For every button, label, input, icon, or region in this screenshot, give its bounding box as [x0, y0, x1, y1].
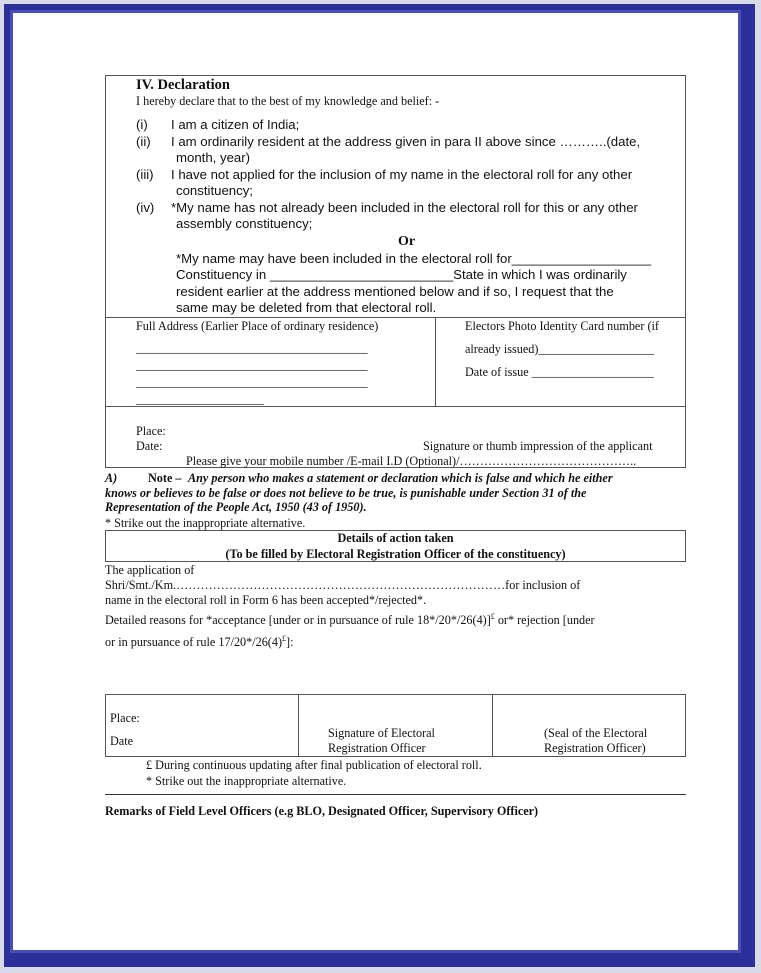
officer-date-label: Date	[110, 734, 134, 748]
alternative-text: same may be deleted from that electoral roll.	[176, 300, 437, 315]
address-line[interactable]: ______________________________________	[136, 375, 368, 389]
alternative-text: resident earlier at the address mentioned below and if so, I request that the	[176, 284, 614, 299]
item-text: *My name has not already been included in the electoral roll for this or any other	[171, 200, 638, 215]
divider	[298, 694, 299, 757]
ero-seal-label: (Seal of the Electoral	[544, 726, 648, 740]
item-text: I have not applied for the inclusion of my name in the electoral roll for any other	[171, 167, 633, 182]
divider	[105, 317, 686, 318]
action-subtitle: (To be filled by Electoral Registration Officer of the constituency)	[225, 547, 566, 561]
declaration-intro: I hereby declare that to the best of my knowledge and belief: -	[136, 94, 440, 108]
epic-label: Electors Photo Identity Card number (if	[465, 319, 659, 333]
date-of-issue-field[interactable]: Date of issue ____________________	[465, 365, 654, 379]
date-label: Date:	[136, 439, 163, 453]
officer-place-label: Place:	[110, 711, 140, 725]
place-label: Place:	[136, 424, 166, 438]
item-text: I am a citizen of India;	[171, 117, 300, 132]
item-number: (iv)	[136, 200, 155, 215]
item-number: (iii)	[136, 167, 154, 182]
strike-out-note: * Strike out the inappropriate alternative.	[105, 516, 306, 530]
alternative-text: Constituency in _________________________State in which I was ordinarily	[176, 267, 627, 282]
divider	[105, 794, 686, 795]
divider	[435, 317, 436, 407]
item-text: month, year)	[176, 150, 251, 165]
remarks-title: Remarks of Field Level Officers (e.g BLO, Designated Officer, Supervisory Officer)	[105, 804, 539, 818]
applicant-name-field[interactable]: Shri/Smt./Km.………………………………………………………………………for inclusion of	[105, 578, 581, 592]
alternative-text: *My name may have been included in the electoral roll for___________________	[176, 251, 652, 266]
action-title: Details of action taken	[337, 531, 454, 545]
action-text: or in pursuance of rule 17/20*/26(4)£]:	[105, 634, 294, 650]
applicant-signature-label: Signature or thumb impression of the applicant	[423, 439, 653, 453]
declaration-heading: IV. Declaration	[136, 77, 230, 93]
divider	[492, 694, 493, 757]
contact-field[interactable]: Please give your mobile number /E-mail I.D (Optional)/……………………………………..	[186, 454, 637, 468]
address-line[interactable]: ______________________________________	[136, 341, 368, 355]
ero-signature-label: Registration Officer	[328, 741, 426, 755]
item-text: I am ordinarily resident at the address given in para II above since ………..(date,	[171, 134, 641, 149]
item-number: (ii)	[136, 134, 151, 149]
full-address-label: Full Address (Earlier Place of ordinary residence)	[136, 319, 379, 333]
strike-footnote: * Strike out the inappropriate alternative.	[146, 774, 347, 788]
note-text: Representation of the People Act, 1950 (43 of 1950).	[105, 500, 367, 514]
epic-number-field[interactable]: already issued)___________________	[465, 342, 655, 356]
action-text: name in the electoral roll in Form 6 has been accepted*/rejected*.	[105, 593, 427, 607]
address-line[interactable]: ______________________________________	[136, 358, 368, 372]
note-marker: A)	[105, 471, 118, 485]
action-text: The application of	[105, 563, 195, 577]
item-text: assembly constituency;	[176, 216, 313, 231]
note-label: Note –	[148, 471, 182, 485]
ero-signature-label: Signature of Electoral	[328, 726, 435, 740]
note-text: knows or believes to be false or does not believe to be true, is punishable under Section 31 of the	[105, 486, 587, 500]
address-line[interactable]: _____________________	[136, 392, 264, 406]
pound-footnote: £ During continuous updating after final publication of electoral roll.	[146, 758, 482, 772]
note-text: Any person who makes a statement or declaration which is false and which he either	[188, 471, 613, 485]
ero-seal-label: Registration Officer)	[544, 741, 646, 755]
item-text: constituency;	[176, 183, 253, 198]
item-number: (i)	[136, 117, 148, 132]
or-separator: Or	[398, 234, 416, 249]
action-text: Detailed reasons for *acceptance [under or in pursuance of rule 18*/20*/26(4)]£ or* rejection [under	[105, 612, 595, 628]
